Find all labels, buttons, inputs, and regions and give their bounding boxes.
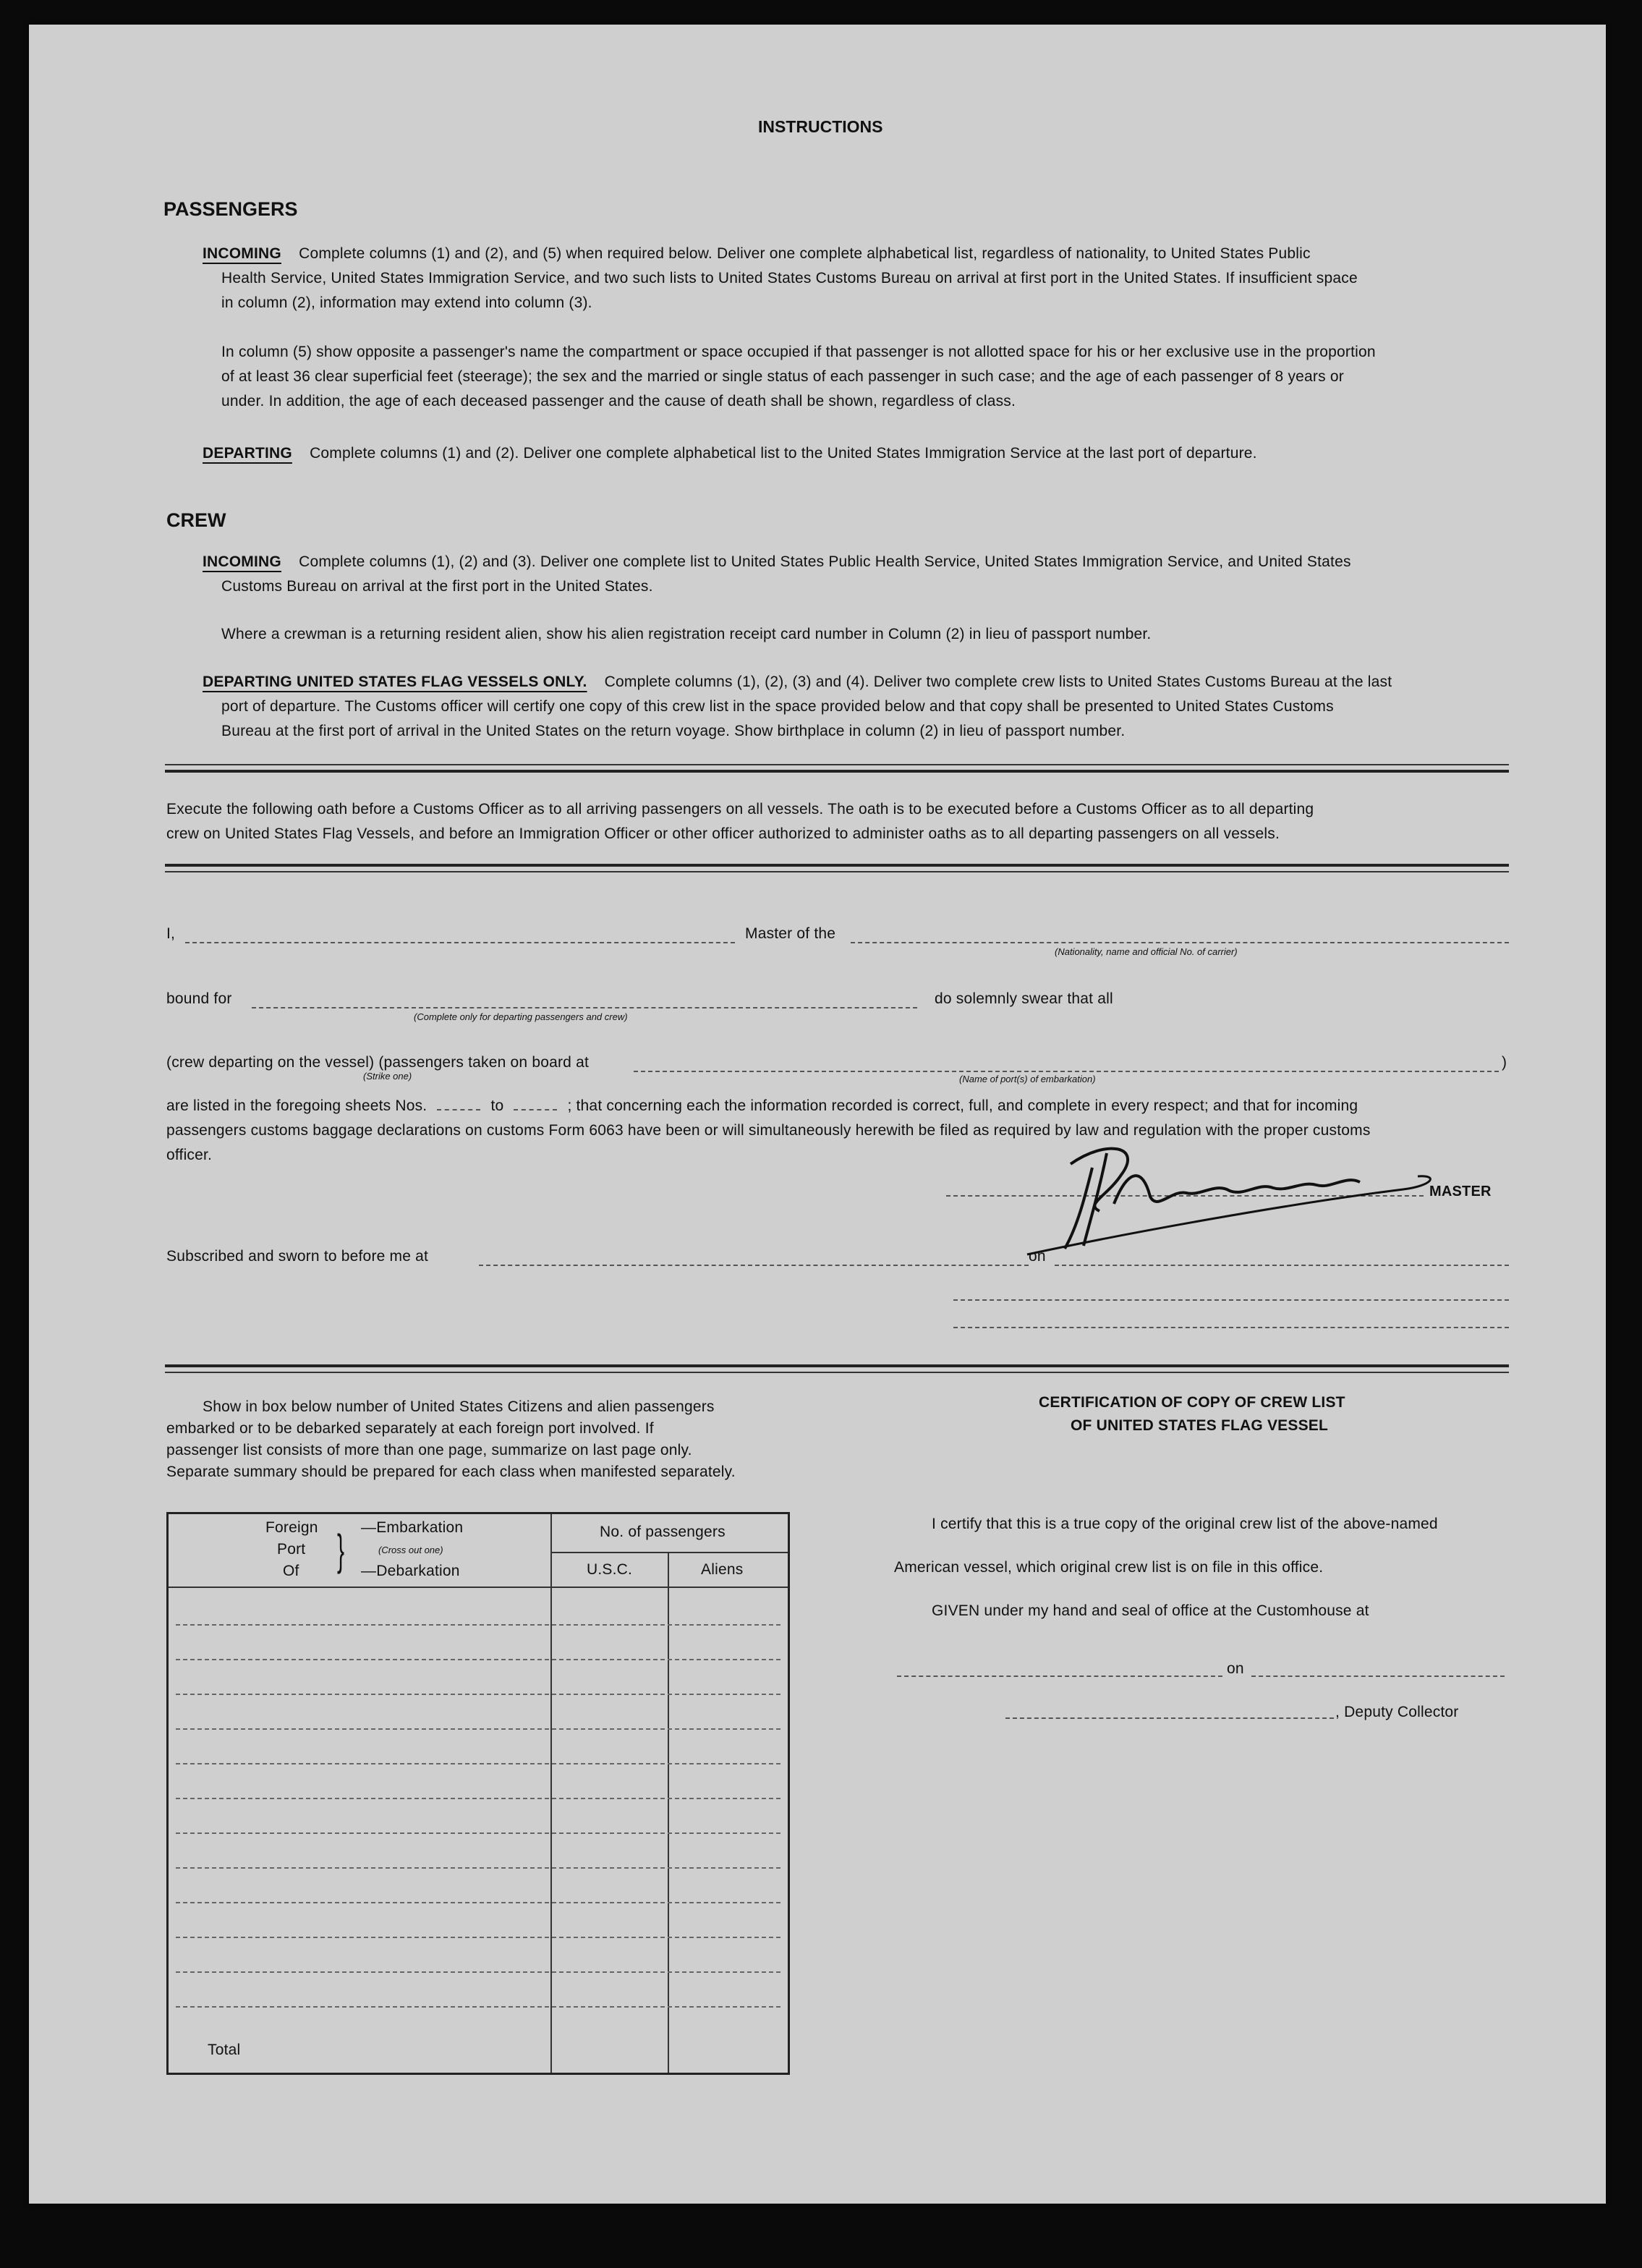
table-total-label: Total bbox=[208, 2042, 241, 2058]
nationality-caption: (Nationality, name and official No. of carrier) bbox=[1055, 946, 1238, 957]
table-header-bottom bbox=[169, 1587, 788, 1588]
swear-text: do solemnly swear that all bbox=[935, 990, 1113, 1007]
table-row[interactable] bbox=[176, 2006, 780, 2008]
summary-line-4: Separate summary should be prepared for each class when manifested separately. bbox=[166, 1464, 736, 1480]
embarkation-port-field[interactable] bbox=[634, 1071, 1499, 1072]
divider bbox=[165, 871, 1509, 872]
oath-intro-line-1: Execute the following oath before a Customs Officer as to all arriving passengers on all vessels. The oath is to be executed before a Customs Officer as to all departing bbox=[166, 801, 1314, 817]
summary-line-3: passenger list consists of more than one page, summarize on last page only. bbox=[166, 1442, 692, 1458]
master-name-field[interactable] bbox=[185, 942, 735, 943]
table-col-divider bbox=[668, 1552, 669, 2073]
sheet-to-field[interactable] bbox=[514, 1109, 557, 1110]
crew-departing-strike-text: (crew departing on the vessel) (passengers taken on board at bbox=[166, 1054, 589, 1071]
crew-departing-line-2: port of departure. The Customs officer will certify one copy of this crew list in the space provided below and that copy shall be presented to United States Customs bbox=[221, 698, 1334, 715]
table-col-divider bbox=[550, 1514, 552, 2073]
passengers-incoming-line-1: INCOMING Complete columns (1) and (2), and (5) when required below. Deliver one complete alphabetical list, regardless of nationality, to United States Public bbox=[203, 245, 1311, 262]
divider bbox=[165, 1372, 1509, 1373]
officer-signature-line-1[interactable] bbox=[953, 1299, 1509, 1301]
document-page bbox=[29, 25, 1606, 2204]
passengers-incoming-label: INCOMING bbox=[203, 245, 281, 262]
crew-incoming-label: INCOMING bbox=[203, 553, 281, 570]
table-row[interactable] bbox=[176, 1902, 780, 1903]
bound-for-field[interactable] bbox=[252, 1007, 917, 1008]
table-debarkation-label: —Debarkation bbox=[361, 1563, 460, 1579]
table-row[interactable] bbox=[176, 1728, 780, 1730]
column5-line-2: of at least 36 clear superficial feet (steerage); the sex and the married or single status of each passenger in such case; and the age of each passenger of 8 years or bbox=[221, 368, 1344, 385]
certification-line-2: American vessel, which original crew list is on file in this office. bbox=[894, 1559, 1324, 1576]
summary-line-1: Show in box below number of United States Citizens and alien passengers bbox=[203, 1398, 715, 1415]
divider bbox=[165, 864, 1509, 867]
master-of-the-label: Master of the bbox=[745, 925, 836, 942]
crew-heading: CREW bbox=[166, 509, 226, 531]
passengers-incoming-line-2: Health Service, United States Immigration Service, and two such lists to United States Customs Bureau on arrival at first port in the United States. If insufficient space bbox=[221, 270, 1358, 286]
crew-departing-line-1: DEPARTING UNITED STATES FLAG VESSELS ONLY. Complete columns (1), (2), (3) and (4). Deliver two complete crew lists to United States Customs Bureau at the last bbox=[203, 674, 1392, 690]
crew-departing-line-3: Bureau at the first port of arrival in the United States on the return voyage. Show birthplace in column (2) in lieu of passport number. bbox=[221, 723, 1126, 739]
passenger-summary-table bbox=[166, 1512, 790, 2075]
deputy-collector-label: , Deputy Collector bbox=[1335, 1704, 1459, 1720]
table-cross-out-caption: (Cross out one) bbox=[378, 1545, 443, 1555]
master-label: MASTER bbox=[1429, 1184, 1492, 1199]
divider bbox=[165, 764, 1509, 765]
strike-one-caption: (Strike one) bbox=[363, 1071, 412, 1082]
sheet-from-field[interactable] bbox=[437, 1109, 480, 1110]
summary-line-2: embarked or to be debarked separately at each foreign port involved. If bbox=[166, 1420, 654, 1437]
column5-line-1: In column (5) show opposite a passenger's name the compartment or space occupied if that passenger is not allotted space for his or her exclusive use in the proportion bbox=[221, 344, 1376, 360]
oath-i: I, bbox=[166, 925, 176, 942]
table-foreign-label: Foreign bbox=[265, 1519, 318, 1536]
crew-alien-line: Where a crewman is a returning resident alien, show his alien registration receipt card number in Column (2) in lieu of passport number. bbox=[221, 626, 1152, 642]
passengers-departing-line: DEPARTING Complete columns (1) and (2). Deliver one complete alphabetical list to the United States Immigration Service at the last port of departure. bbox=[203, 445, 1257, 462]
certification-title-line-2: OF UNITED STATES FLAG VESSEL bbox=[1071, 1417, 1329, 1434]
bound-for-label: bound for bbox=[166, 990, 232, 1007]
table-embarkation-label: —Embarkation bbox=[361, 1519, 464, 1536]
sheets-line-3: officer. bbox=[166, 1147, 213, 1163]
crew-incoming-line-2: Customs Bureau on arrival at the first port in the United States. bbox=[221, 578, 653, 595]
column5-line-3: under. In addition, the age of each deceased passenger and the cause of death shall be shown, regardless of class. bbox=[221, 393, 1016, 409]
table-port-label: Port bbox=[277, 1541, 306, 1558]
page-title: INSTRUCTIONS bbox=[758, 117, 883, 136]
customhouse-field[interactable] bbox=[897, 1675, 1222, 1677]
table-row[interactable] bbox=[176, 1659, 780, 1660]
officer-signature-line-2[interactable] bbox=[953, 1327, 1509, 1328]
table-row[interactable] bbox=[176, 1832, 780, 1834]
table-row[interactable] bbox=[176, 1763, 780, 1764]
table-row[interactable] bbox=[176, 1937, 780, 1938]
subscribed-place-field[interactable] bbox=[479, 1265, 1029, 1266]
table-row[interactable] bbox=[176, 1694, 780, 1695]
sheets-line-1: are listed in the foregoing sheets Nos. to ; that concerning each the information recorded is correct, full, and complete in every respect; and that for incoming bbox=[166, 1097, 1358, 1114]
subscribed-date-field[interactable] bbox=[1055, 1265, 1509, 1266]
table-no-of-passengers-header: No. of passengers bbox=[600, 1524, 726, 1540]
passengers-departing-label: DEPARTING bbox=[203, 445, 292, 462]
certification-date-field[interactable] bbox=[1251, 1675, 1505, 1677]
table-aliens-header: Aliens bbox=[701, 1561, 744, 1578]
crew-departing-label: DEPARTING UNITED STATES FLAG VESSELS ONLY. bbox=[203, 674, 587, 690]
bound-caption: (Complete only for departing passengers and crew) bbox=[414, 1011, 628, 1022]
deputy-collector-signature-field[interactable] bbox=[1005, 1717, 1334, 1719]
table-row[interactable] bbox=[176, 1971, 780, 1973]
table-usc-header: U.S.C. bbox=[587, 1561, 633, 1578]
certification-line-1: I certify that this is a true copy of the original crew list of the above-named bbox=[932, 1516, 1438, 1532]
close-paren: ) bbox=[1502, 1054, 1507, 1071]
certification-line-3: GIVEN under my hand and seal of office at the Customhouse at bbox=[932, 1602, 1369, 1619]
subscribed-on-label: on bbox=[1029, 1248, 1046, 1265]
divider bbox=[165, 770, 1509, 773]
oath-intro-line-2: crew on United States Flag Vessels, and before an Immigration Officer or other officer authorized to administer oaths as to all departing passengers on all vessels. bbox=[166, 825, 1280, 842]
certification-on-label: on bbox=[1227, 1660, 1244, 1677]
subscribed-label: Subscribed and sworn to before me at bbox=[166, 1248, 429, 1265]
passengers-heading: PASSENGERS bbox=[163, 198, 298, 220]
passengers-incoming-line-3: in column (2), information may extend into column (3). bbox=[221, 294, 592, 311]
certification-title-line-1: CERTIFICATION OF COPY OF CREW LIST bbox=[1039, 1394, 1345, 1411]
table-row[interactable] bbox=[176, 1867, 780, 1869]
table-row[interactable] bbox=[176, 1798, 780, 1799]
embarkation-caption: (Name of port(s) of embarkation) bbox=[959, 1074, 1096, 1084]
brace-icon: } bbox=[337, 1526, 345, 1574]
sheets-line-2: passengers customs baggage declarations on customs Form 6063 have been or will simultaneously herewith be filed as required by law and regulation with the proper customs bbox=[166, 1122, 1371, 1139]
table-header-divider bbox=[550, 1552, 788, 1553]
vessel-field[interactable] bbox=[851, 942, 1509, 943]
table-of-label: Of bbox=[283, 1563, 299, 1579]
table-row[interactable] bbox=[176, 1624, 780, 1626]
crew-incoming-line-1: INCOMING Complete columns (1), (2) and (3). Deliver one complete list to United States Public Health Service, United States Immigration Service, and United States bbox=[203, 553, 1351, 570]
divider bbox=[165, 1364, 1509, 1367]
handwritten-signature-graphic bbox=[998, 1124, 1447, 1269]
